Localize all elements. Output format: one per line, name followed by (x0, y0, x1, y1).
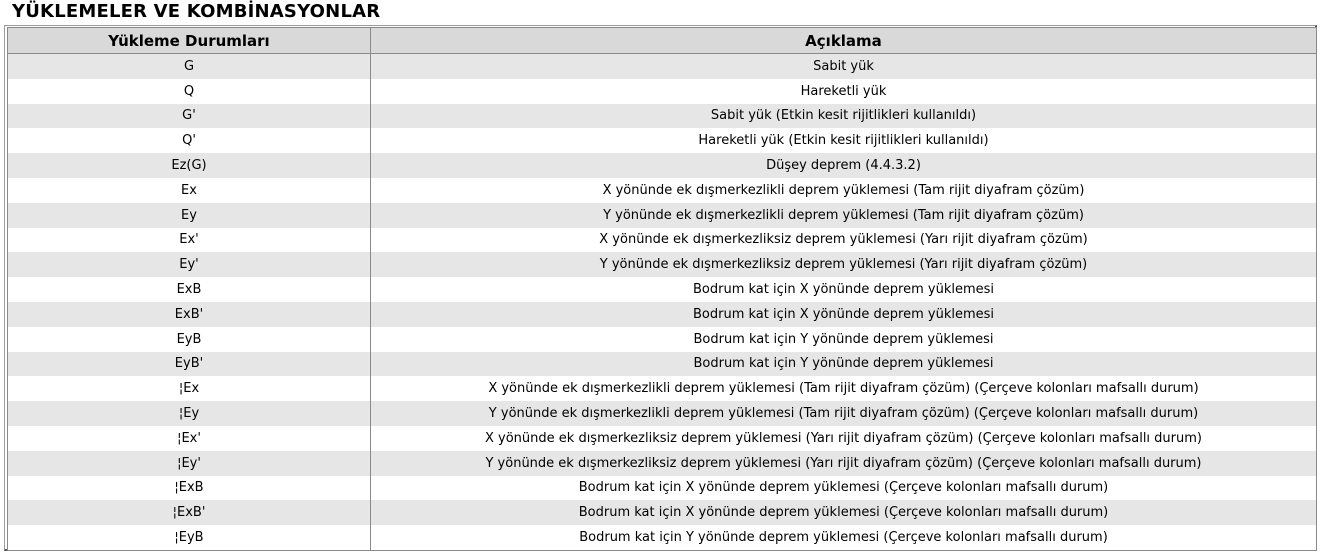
table-row (8, 302, 1317, 327)
description-cell: Sabit yük (Etkin kesit rijitlikleri kullanıldı) (371, 104, 1317, 129)
load-case-cell: ¦Ex (8, 376, 371, 401)
table-row (8, 376, 1317, 401)
description-cell: Bodrum kat için X yönünde deprem yüklemesi (371, 277, 1317, 302)
column-header-load-case: Yükleme Durumları (8, 28, 371, 54)
description-cell: Y yönünde ek dışmerkezlikli deprem yüklemesi (Tam rijit diyafram çözüm) (371, 203, 1317, 228)
description-cell: X yönünde ek dışmerkezliksiz deprem yüklemesi (Yarı rijit diyafram çözüm) (371, 228, 1317, 253)
description-cell: X yönünde ek dışmerkezlikli deprem yüklemesi (Tam rijit diyafram çözüm) (Çerçeve kolonları mafsallı durum) (371, 376, 1317, 401)
load-case-cell: Ey (8, 203, 371, 228)
description-cell: Bodrum kat için Y yönünde deprem yüklemesi (Çerçeve kolonları mafsallı durum) (371, 525, 1317, 550)
table-row (8, 79, 1317, 104)
table-row (8, 153, 1317, 178)
table-row (8, 228, 1317, 253)
description-cell: Sabit yük (371, 54, 1317, 79)
table-row (8, 178, 1317, 203)
description-cell: Bodrum kat için X yönünde deprem yüklemesi (Çerçeve kolonları mafsallı durum) (371, 500, 1317, 525)
load-case-cell: Q' (8, 128, 371, 153)
column-header-description: Açıklama (371, 28, 1317, 54)
description-cell: Hareketli yük (Etkin kesit rijitlikleri kullanıldı) (371, 128, 1317, 153)
table-row (8, 525, 1317, 550)
description-cell: Y yönünde ek dışmerkezliksiz deprem yüklemesi (Yarı rijit diyafram çözüm) (371, 252, 1317, 277)
table-row (8, 277, 1317, 302)
table-header-row (8, 28, 1317, 54)
load-case-cell: Ex' (8, 228, 371, 253)
table-row (8, 476, 1317, 501)
description-cell: Düşey deprem (4.4.3.2) (371, 153, 1317, 178)
table-row (8, 327, 1317, 352)
load-case-cell: ¦Ex' (8, 426, 371, 451)
description-cell: Bodrum kat için Y yönünde deprem yüklemesi (371, 327, 1317, 352)
description-cell: Y yönünde ek dışmerkezlikli deprem yüklemesi (Tam rijit diyafram çözüm) (Çerçeve kolonları mafsallı durum) (371, 401, 1317, 426)
load-case-cell: Ez(G) (8, 153, 371, 178)
description-cell: Bodrum kat için Y yönünde deprem yüklemesi (371, 352, 1317, 377)
load-cases-table (7, 27, 1317, 551)
load-case-cell: ¦Ey (8, 401, 371, 426)
table-row (8, 252, 1317, 277)
table-row (8, 451, 1317, 476)
table-row (8, 426, 1317, 451)
description-cell: Y yönünde ek dışmerkezliksiz deprem yüklemesi (Yarı rijit diyafram çözüm) (Çerçeve kolonları mafsallı durum) (371, 451, 1317, 476)
load-case-cell: Ex (8, 178, 371, 203)
load-case-cell: Q (8, 79, 371, 104)
load-case-cell: ExB' (8, 302, 371, 327)
description-cell: X yönünde ek dışmerkezliksiz deprem yüklemesi (Yarı rijit diyafram çözüm) (Çerçeve kolonları mafsallı durum) (371, 426, 1317, 451)
load-case-cell: G (8, 54, 371, 79)
load-case-cell: ¦Ey' (8, 451, 371, 476)
load-case-cell: EyB' (8, 352, 371, 377)
load-case-cell: ¦ExB' (8, 500, 371, 525)
description-cell: Bodrum kat için X yönünde deprem yüklemesi (Çerçeve kolonları mafsallı durum) (371, 476, 1317, 501)
table-frame (4, 25, 1317, 551)
table-body (8, 54, 1317, 551)
load-case-cell: G' (8, 104, 371, 129)
table-row (8, 54, 1317, 79)
table-row (8, 104, 1317, 129)
page-title: YÜKLEMELER VE KOMBİNASYONLAR (12, 1, 381, 22)
description-cell: Hareketli yük (371, 79, 1317, 104)
load-case-cell: Ey' (8, 252, 371, 277)
description-cell: X yönünde ek dışmerkezlikli deprem yüklemesi (Tam rijit diyafram çözüm) (371, 178, 1317, 203)
table-row (8, 500, 1317, 525)
load-case-cell: ExB (8, 277, 371, 302)
load-case-cell: EyB (8, 327, 371, 352)
load-case-cell: ¦EyB (8, 525, 371, 550)
table-row (8, 128, 1317, 153)
table-row (8, 203, 1317, 228)
description-cell: Bodrum kat için X yönünde deprem yüklemesi (371, 302, 1317, 327)
load-case-cell: ¦ExB (8, 476, 371, 501)
table-row (8, 352, 1317, 377)
table-row (8, 401, 1317, 426)
